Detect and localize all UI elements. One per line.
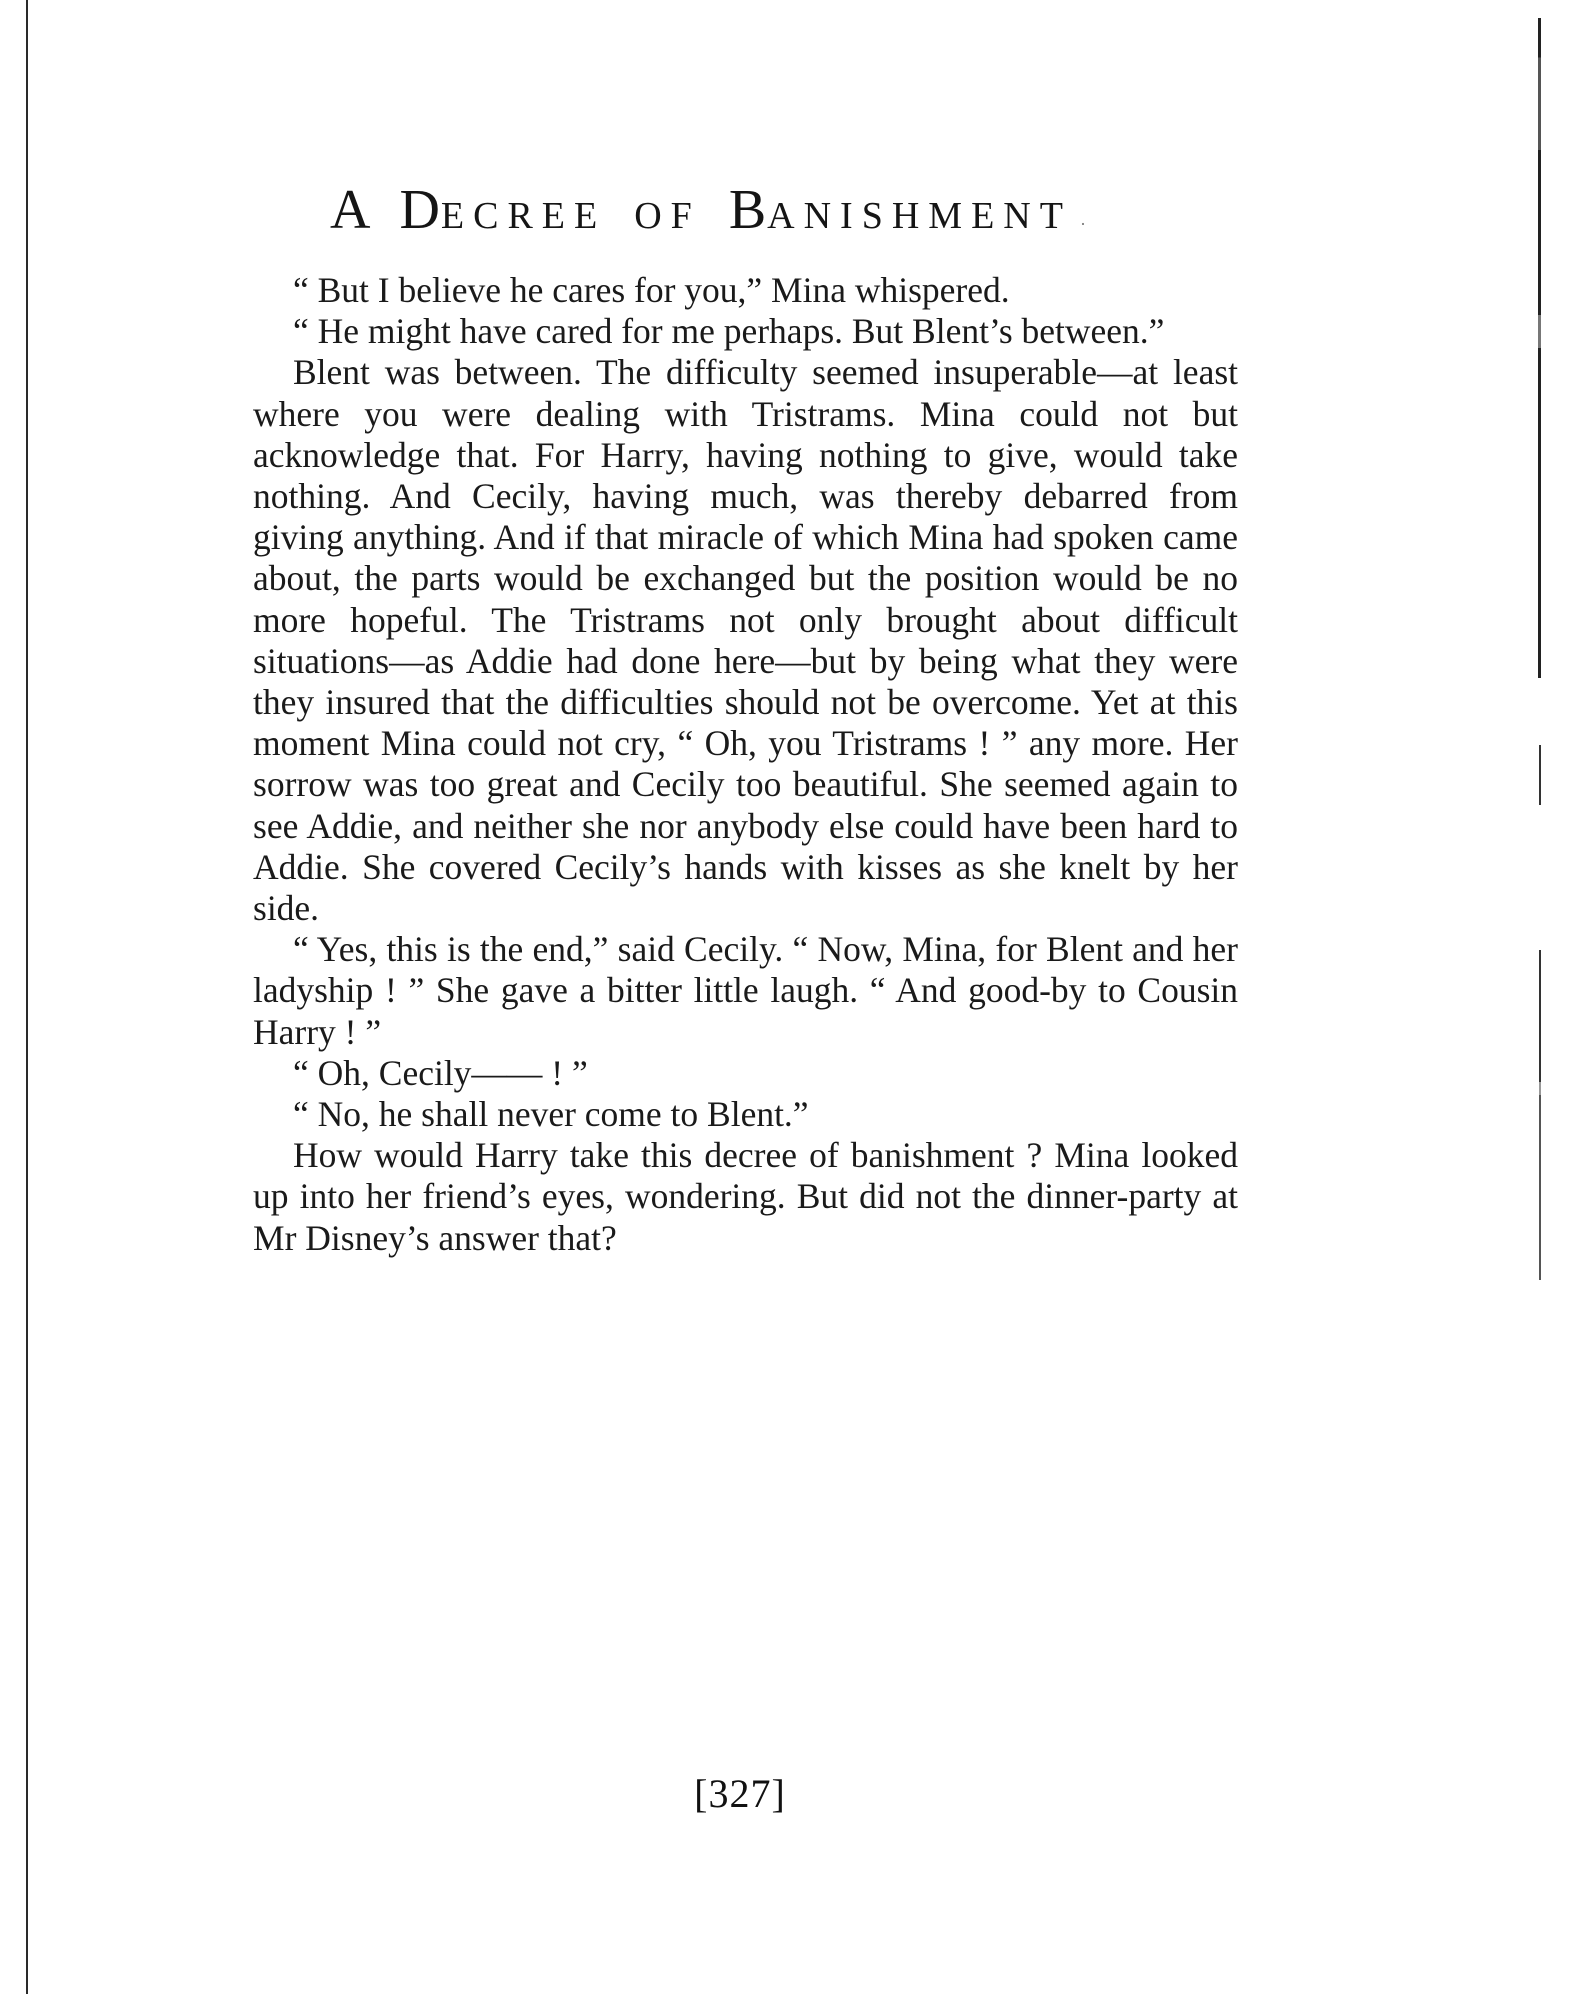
scan-edge-right — [1538, 18, 1541, 678]
title-dot: · — [1079, 213, 1087, 234]
paragraph: “ No, he shall never come to Blent.” — [293, 1094, 809, 1135]
paragraph: How would Harry take this decree of banishment ? Mina looked up into her friend’s eyes, wondering. But did not the dinner-party at Mr Disney’s answer that? — [253, 1135, 1238, 1258]
title-word-of: OF — [634, 195, 701, 237]
body-text — [253, 270, 1238, 1259]
scan-edge-right — [1539, 950, 1541, 1280]
paragraph: Blent was between. The difficulty seemed insuperable—at least where you were dealing with Tristrams. Mina could not but acknowledge that. For Harry, having nothing to give, would take nothing. And Cecily, having much, was thereby debarred from giving anything. And if that miracle of which Mina had spoken came about, the parts would be exchanged but the position would be no more hopeful. The Tristrams not only brought about difficult situations—as Addie had done here—but by being what they were they insured that the difficulties should not be overcome. Yet at this moment Mina could not cry, “ Oh, you Tristrams ! ” any more. Her sorrow was too great and Cecily too beautiful. She seemed again to see Addie, and neither she nor anybody else could have been hard to Addie. She covered Cecily’s hands with kisses as she knelt by her side. — [253, 352, 1238, 929]
title-initial-d: D — [399, 179, 441, 241]
paragraph: “ But I believe he cares for you,” Mina whispered. — [293, 270, 1010, 310]
running-title — [330, 178, 1230, 242]
title-initial-a: A — [330, 179, 372, 241]
paragraph: “ Yes, this is the end,” said Cecily. “ Now, Mina, for Blent and her ladyship ! ” She gave a bitter little laugh. “ And good-by to Cousin Harry ! ” — [253, 929, 1238, 1052]
scan-edge-right — [1539, 745, 1541, 805]
page-number: [327] — [694, 1771, 786, 1816]
title-word-banishment: ANISHMENT — [767, 195, 1072, 237]
paragraph: “ Oh, Cecily—— ! ” — [293, 1052, 588, 1093]
paragraph: “ He might have cared for me perhaps. But Blent’s between.” — [293, 311, 1165, 352]
scan-edge-left — [26, 0, 28, 1994]
title-word-decree: ECREE — [440, 195, 607, 237]
title-initial-b: B — [728, 179, 768, 241]
